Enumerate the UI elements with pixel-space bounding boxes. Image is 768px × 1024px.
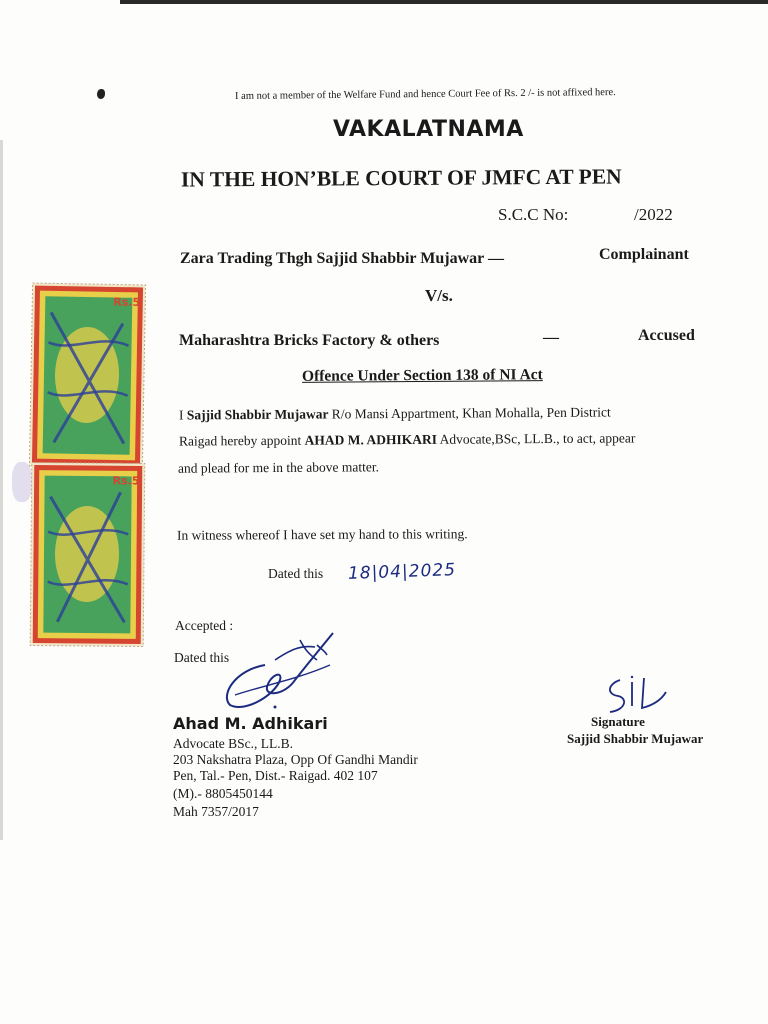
advocate-name-inline: AHAD M. ADHIKARI [304, 431, 438, 448]
advocate-registration: Mah 7357/2017 [173, 804, 259, 819]
signature-label: Signature [591, 714, 645, 729]
advocate-mobile: (M).- 8805450144 [173, 786, 273, 801]
offence-heading: Offence Under Section 138 of NI Act [301, 366, 543, 385]
dated-label: Dated this [268, 566, 324, 581]
scc-number-label: S.C.C No: [498, 205, 569, 224]
page-left-edge [0, 140, 3, 840]
accepted-label: Accepted : [175, 618, 234, 633]
handwritten-date: 18|04|2025 [347, 560, 457, 584]
accused-dash: — [543, 329, 559, 346]
body-text: I [178, 407, 187, 423]
versus-text: V/s. [425, 286, 453, 305]
appointment-line-2 [179, 430, 635, 449]
body-text: Advocate,BSc, LL.B., to act, appear [436, 430, 636, 447]
advocate-signature [205, 625, 345, 715]
stamp-value: Rs.5 [112, 474, 140, 488]
stamp-value: Rs.5 [113, 295, 141, 309]
court-fee-stamp [28, 282, 146, 469]
appointment-line-1 [179, 404, 611, 423]
welfare-fund-notice: I am not a member of the Welfare Fund and hence Court Fee of Rs. 2 /- is not affixed here. [234, 87, 616, 102]
advocate-name: Ahad M. Adhikari [173, 714, 328, 733]
appointment-line-3: and plead for me in the above matter. [177, 459, 379, 476]
accused-name: Maharashtra Bricks Factory & others [179, 332, 440, 349]
court-heading: IN THE HON’BLE COURT OF JMFC AT PEN [180, 164, 622, 192]
client-name: Sajjid Shabbir Mujawar [186, 406, 329, 423]
court-fee-stamp [29, 462, 146, 648]
accepted-dated-label: Dated this [174, 650, 230, 665]
body-text: R/o Mansi Appartment, Khan Mohalla, Pen District [328, 404, 611, 422]
advocate-qualification: Advocate BSc., LL.B. [173, 736, 293, 751]
scc-number-year: /2022 [634, 205, 673, 224]
advocate-address-1: 203 Nakshatra Plaza, Opp Of Gandhi Mandir [173, 752, 418, 767]
complainant-role: Complainant [599, 246, 689, 263]
stamp-stain [12, 462, 32, 502]
signatory-name: Sajjid Shabbir Mujawar [567, 731, 704, 746]
body-text: Raigad hereby appoint [178, 432, 305, 449]
client-signature [598, 672, 678, 716]
ink-smudge [97, 89, 105, 99]
document-title: VAKALATNAMA [333, 117, 524, 142]
accused-role: Accused [638, 327, 695, 344]
advocate-address-2: Pen, Tal.- Pen, Dist.- Raigad. 402 107 [173, 768, 378, 783]
witness-line: In witness whereof I have set my hand to this writing. [176, 526, 468, 543]
complainant-name: Zara Trading Thgh Sajjid Shabbir Mujawar — [180, 250, 504, 267]
page-top-edge [120, 0, 768, 4]
